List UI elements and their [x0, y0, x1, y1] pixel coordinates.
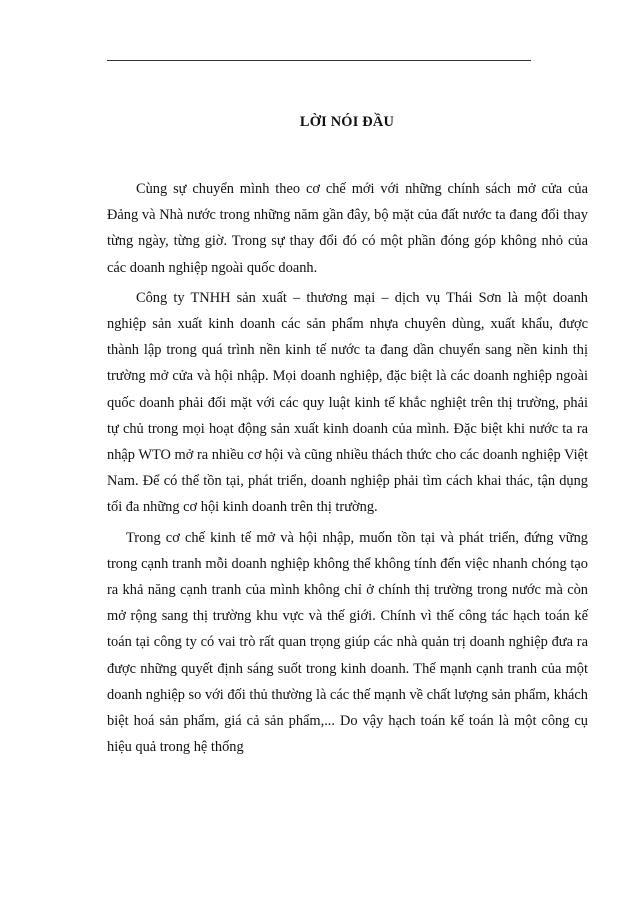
header-rule [107, 60, 531, 61]
paragraph-3: Trong cơ chế kinh tế mở và hội nhập, muốn tồn tại và phát triển, đứng vững trong cạnh tranh mỗi doanh nghiệp không thể không tính đến việc nhanh chóng tạo ra khả năng cạnh tranh của mình không chỉ ở chính thị trường trong nước mà còn mở rộng sang thị trường khu vực và thế giới. Chính vì thế công tác hạch toán kế toán tại công ty có vai trò rất quan trọng giúp các nhà quản trị doanh nghiệp đưa ra được những quyết định sáng suốt trong kinh doanh. Thế mạnh cạnh tranh của một doanh nghiệp so với đối thủ thường là các thế mạnh về chất lượng sản phẩm, khách biệt hoá sản phẩm, giá cả sản phẩm,... Do vậy hạch toán kế toán là một công cụ hiệu quả trong hệ thống [107, 529, 588, 756]
document-body [107, 176, 588, 760]
paragraph-1: Cùng sự chuyển mình theo cơ chế mới với những chính sách mở cửa của Đảng và Nhà nước trong những năm gần đây, bộ mặt của đất nước ta đang đổi thay từng ngày, từng giờ. Trong sự thay đổi đó có một phần đóng góp không nhỏ của các doanh nghiệp ngoài quốc doanh. [107, 181, 588, 276]
document-title: LỜI NÓI ĐẦU [299, 114, 395, 130]
paragraph-2: Công ty TNHH sản xuất – thương mại – dịch vụ Thái Sơn là một doanh nghiệp sản xuất kinh doanh các sản phẩm nhựa chuyên dùng, xuất khẩu, được thành lập trong quá trình nền kinh tế nước ta đang dần chuyển sang nền kinh thị trường mở cửa và hội nhập. Mọi doanh nghiệp, đặc biệt là các doanh nghiệp ngoài quốc doanh phải đối mặt với các quy luật kinh tế khắc nghiệt trên thị trường, phải tự chủ trong mọi hoạt động sản xuất kinh doanh của mình. Đặc biệt khi nước ta ra nhập WTO mở ra nhiều cơ hội và cũng nhiều thách thức cho các doanh nghiệp Việt Nam. Để có thể tồn tại, phát triển, doanh nghiệp phải tìm cách khai thác, tận dụng tối đa những cơ hội kinh doanh trên thị trường. [107, 289, 588, 516]
